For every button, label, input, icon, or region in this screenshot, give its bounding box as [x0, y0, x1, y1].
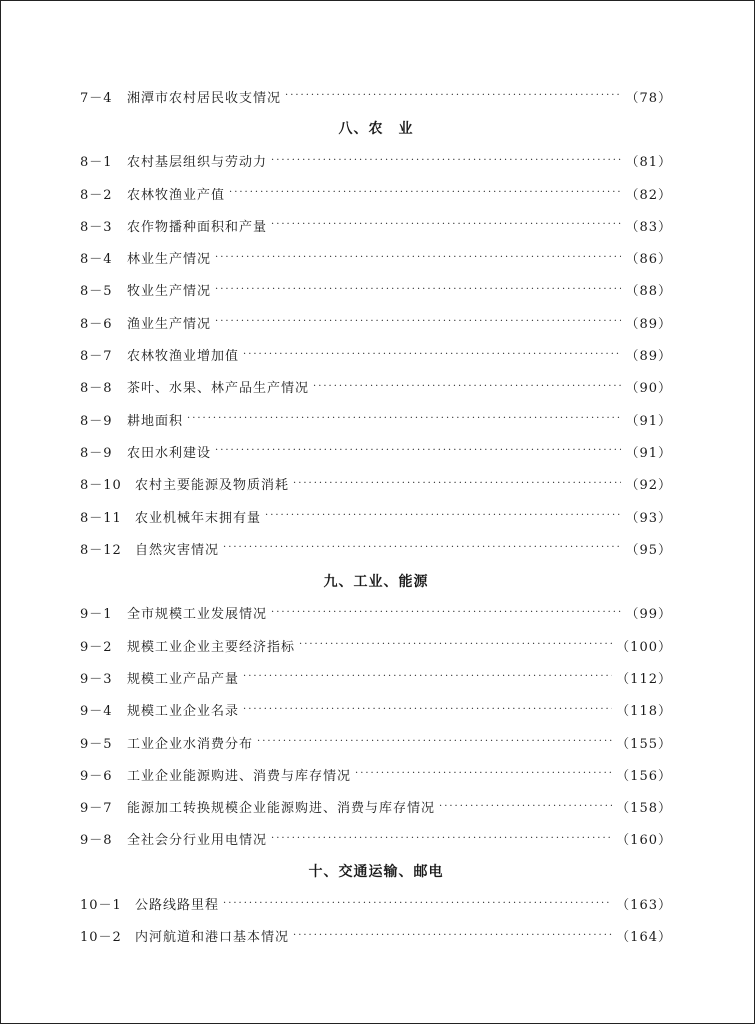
entry-number: 8－3: [80, 219, 113, 235]
leader-dots: [187, 412, 621, 426]
section-heading-transport-post: 十、交通运输、邮电: [308, 864, 444, 881]
toc-entry[interactable]: [80, 435, 672, 467]
leader-dots: [293, 929, 612, 943]
entry-title: 规模工业企业名录: [127, 704, 240, 720]
leader-dots: [215, 283, 621, 297]
entry-title: 内河航道和港口基本情况: [135, 930, 290, 946]
entry-page: （160）: [616, 833, 672, 849]
entry-page: （78）: [625, 90, 672, 106]
entry-title: 农林牧渔业增加值: [127, 349, 240, 365]
entry-number: 9－1: [80, 607, 113, 623]
entry-page: （100）: [616, 639, 672, 655]
entry-title: 渔业生产情况: [127, 316, 212, 332]
leader-dots: [229, 186, 621, 200]
entry-number: 7－4: [80, 90, 113, 106]
entry-title: 农作物播种面积和产量: [127, 219, 268, 235]
entry-title: 茶叶、水果、林产品生产情况: [127, 381, 310, 397]
entry-number: 8－4: [80, 252, 113, 268]
toc-entry[interactable]: [80, 791, 672, 823]
entry-number: 8－9: [80, 445, 113, 461]
entry-title: 规模工业企业主要经济指标: [127, 639, 296, 655]
entry-title: 湘潭市农村居民收支情况: [127, 90, 282, 106]
leader-dots: [243, 703, 612, 717]
table-of-contents: [80, 80, 672, 952]
section-heading-agriculture: 八、农 业: [338, 121, 414, 138]
entry-page: （91）: [625, 445, 672, 461]
entry-title: 耕地面积: [127, 413, 184, 429]
leader-dots: [439, 800, 612, 814]
entry-number: 8－12: [80, 542, 122, 558]
entry-number: 8－7: [80, 349, 113, 365]
toc-entry[interactable]: [80, 338, 672, 370]
toc-entry[interactable]: [80, 532, 672, 564]
leader-dots: [215, 444, 621, 458]
leader-dots: [313, 380, 621, 394]
leader-dots: [223, 897, 612, 911]
toc-entry[interactable]: [80, 661, 672, 693]
leader-dots: [257, 735, 612, 749]
entry-title: 自然灾害情况: [135, 542, 220, 558]
entry-number: 8－10: [80, 478, 122, 494]
toc-entry[interactable]: [80, 371, 672, 403]
entry-page: （82）: [625, 187, 672, 203]
entry-title: 全市规模工业发展情况: [127, 607, 268, 623]
entry-page: （95）: [625, 542, 672, 558]
entry-number: 10－2: [80, 930, 122, 946]
entry-title: 工业企业水消费分布: [127, 736, 254, 752]
leader-dots: [355, 767, 612, 781]
entry-number: 10－1: [80, 898, 122, 914]
leader-dots: [215, 251, 621, 265]
entry-title: 能源加工转换规模企业能源购进、消费与库存情况: [127, 801, 436, 817]
leader-dots: [243, 348, 621, 362]
toc-entry[interactable]: [80, 597, 672, 629]
entry-page: （93）: [625, 510, 672, 526]
leader-dots: [223, 541, 621, 555]
toc-entry[interactable]: [80, 403, 672, 435]
entry-title: 全社会分行业用电情况: [127, 833, 268, 849]
section-heading-industry-energy: 九、工业、能源: [323, 573, 429, 590]
entry-page: （88）: [625, 284, 672, 300]
entry-number: 8－8: [80, 381, 113, 397]
toc-entry[interactable]: [80, 726, 672, 758]
entry-title: 农田水利建设: [127, 445, 212, 461]
entry-title: 工业企业能源购进、消费与库存情况: [127, 768, 352, 784]
toc-entry[interactable]: [80, 80, 672, 112]
entry-page: （99）: [625, 607, 672, 623]
entry-page: （156）: [616, 768, 672, 784]
entry-number: 9－8: [80, 833, 113, 849]
entry-page: （112）: [616, 671, 672, 687]
entry-title: 牧业生产情况: [127, 284, 212, 300]
entry-title: 公路线路里程: [135, 898, 220, 914]
entry-page: （86）: [625, 252, 672, 268]
entry-page: （91）: [625, 413, 672, 429]
entry-number: 9－2: [80, 639, 113, 655]
entry-page: （155）: [616, 736, 672, 752]
entry-page: （164）: [616, 930, 672, 946]
entry-number: 9－4: [80, 704, 113, 720]
entry-title: 农业机械年末拥有量: [135, 510, 262, 526]
entry-page: （83）: [625, 219, 672, 235]
entry-number: 8－1: [80, 155, 113, 171]
leader-dots: [271, 154, 621, 168]
toc-entry[interactable]: [80, 209, 672, 241]
entry-page: （89）: [625, 349, 672, 365]
entry-page: （92）: [625, 478, 672, 494]
entry-number: 8－11: [80, 510, 122, 526]
entry-number: 9－7: [80, 801, 113, 817]
entry-page: （89）: [625, 316, 672, 332]
entry-page: （118）: [616, 704, 672, 720]
entry-page: （81）: [625, 155, 672, 171]
toc-entry[interactable]: [80, 306, 672, 338]
toc-entry[interactable]: [80, 500, 672, 532]
toc-entry[interactable]: [80, 145, 672, 177]
toc-entry[interactable]: [80, 823, 672, 855]
toc-entry[interactable]: [80, 241, 672, 273]
leader-dots: [293, 477, 621, 491]
toc-entry[interactable]: [80, 694, 672, 726]
entry-number: 8－6: [80, 316, 113, 332]
entry-title: 农村基层组织与劳动力: [127, 155, 268, 171]
leader-dots: [243, 670, 612, 684]
entry-number: 9－5: [80, 736, 113, 752]
entry-title: 规模工业产品产量: [127, 671, 240, 687]
entry-number: 8－9: [80, 413, 113, 429]
leader-dots: [299, 638, 612, 652]
entry-page: （163）: [616, 898, 672, 914]
entry-number: 9－6: [80, 768, 113, 784]
leader-dots: [271, 832, 612, 846]
leader-dots: [271, 218, 621, 232]
leader-dots: [285, 89, 621, 103]
entry-number: 9－3: [80, 671, 113, 687]
entry-title: 农林牧渔业产值: [127, 187, 226, 203]
entry-title: 农村主要能源及物质消耗: [135, 478, 290, 494]
entry-page: （158）: [616, 801, 672, 817]
leader-dots: [271, 606, 621, 620]
leader-dots: [265, 509, 621, 523]
entry-number: 8－2: [80, 187, 113, 203]
toc-entry[interactable]: [80, 920, 672, 952]
toc-entry[interactable]: [80, 274, 672, 306]
toc-entry[interactable]: [80, 468, 672, 500]
toc-entry[interactable]: [80, 629, 672, 661]
entry-page: （90）: [625, 381, 672, 397]
entry-title: 林业生产情况: [127, 252, 212, 268]
toc-entry[interactable]: [80, 887, 672, 919]
toc-entry[interactable]: [80, 177, 672, 209]
entry-number: 8－5: [80, 284, 113, 300]
toc-entry[interactable]: [80, 758, 672, 790]
leader-dots: [215, 315, 621, 329]
